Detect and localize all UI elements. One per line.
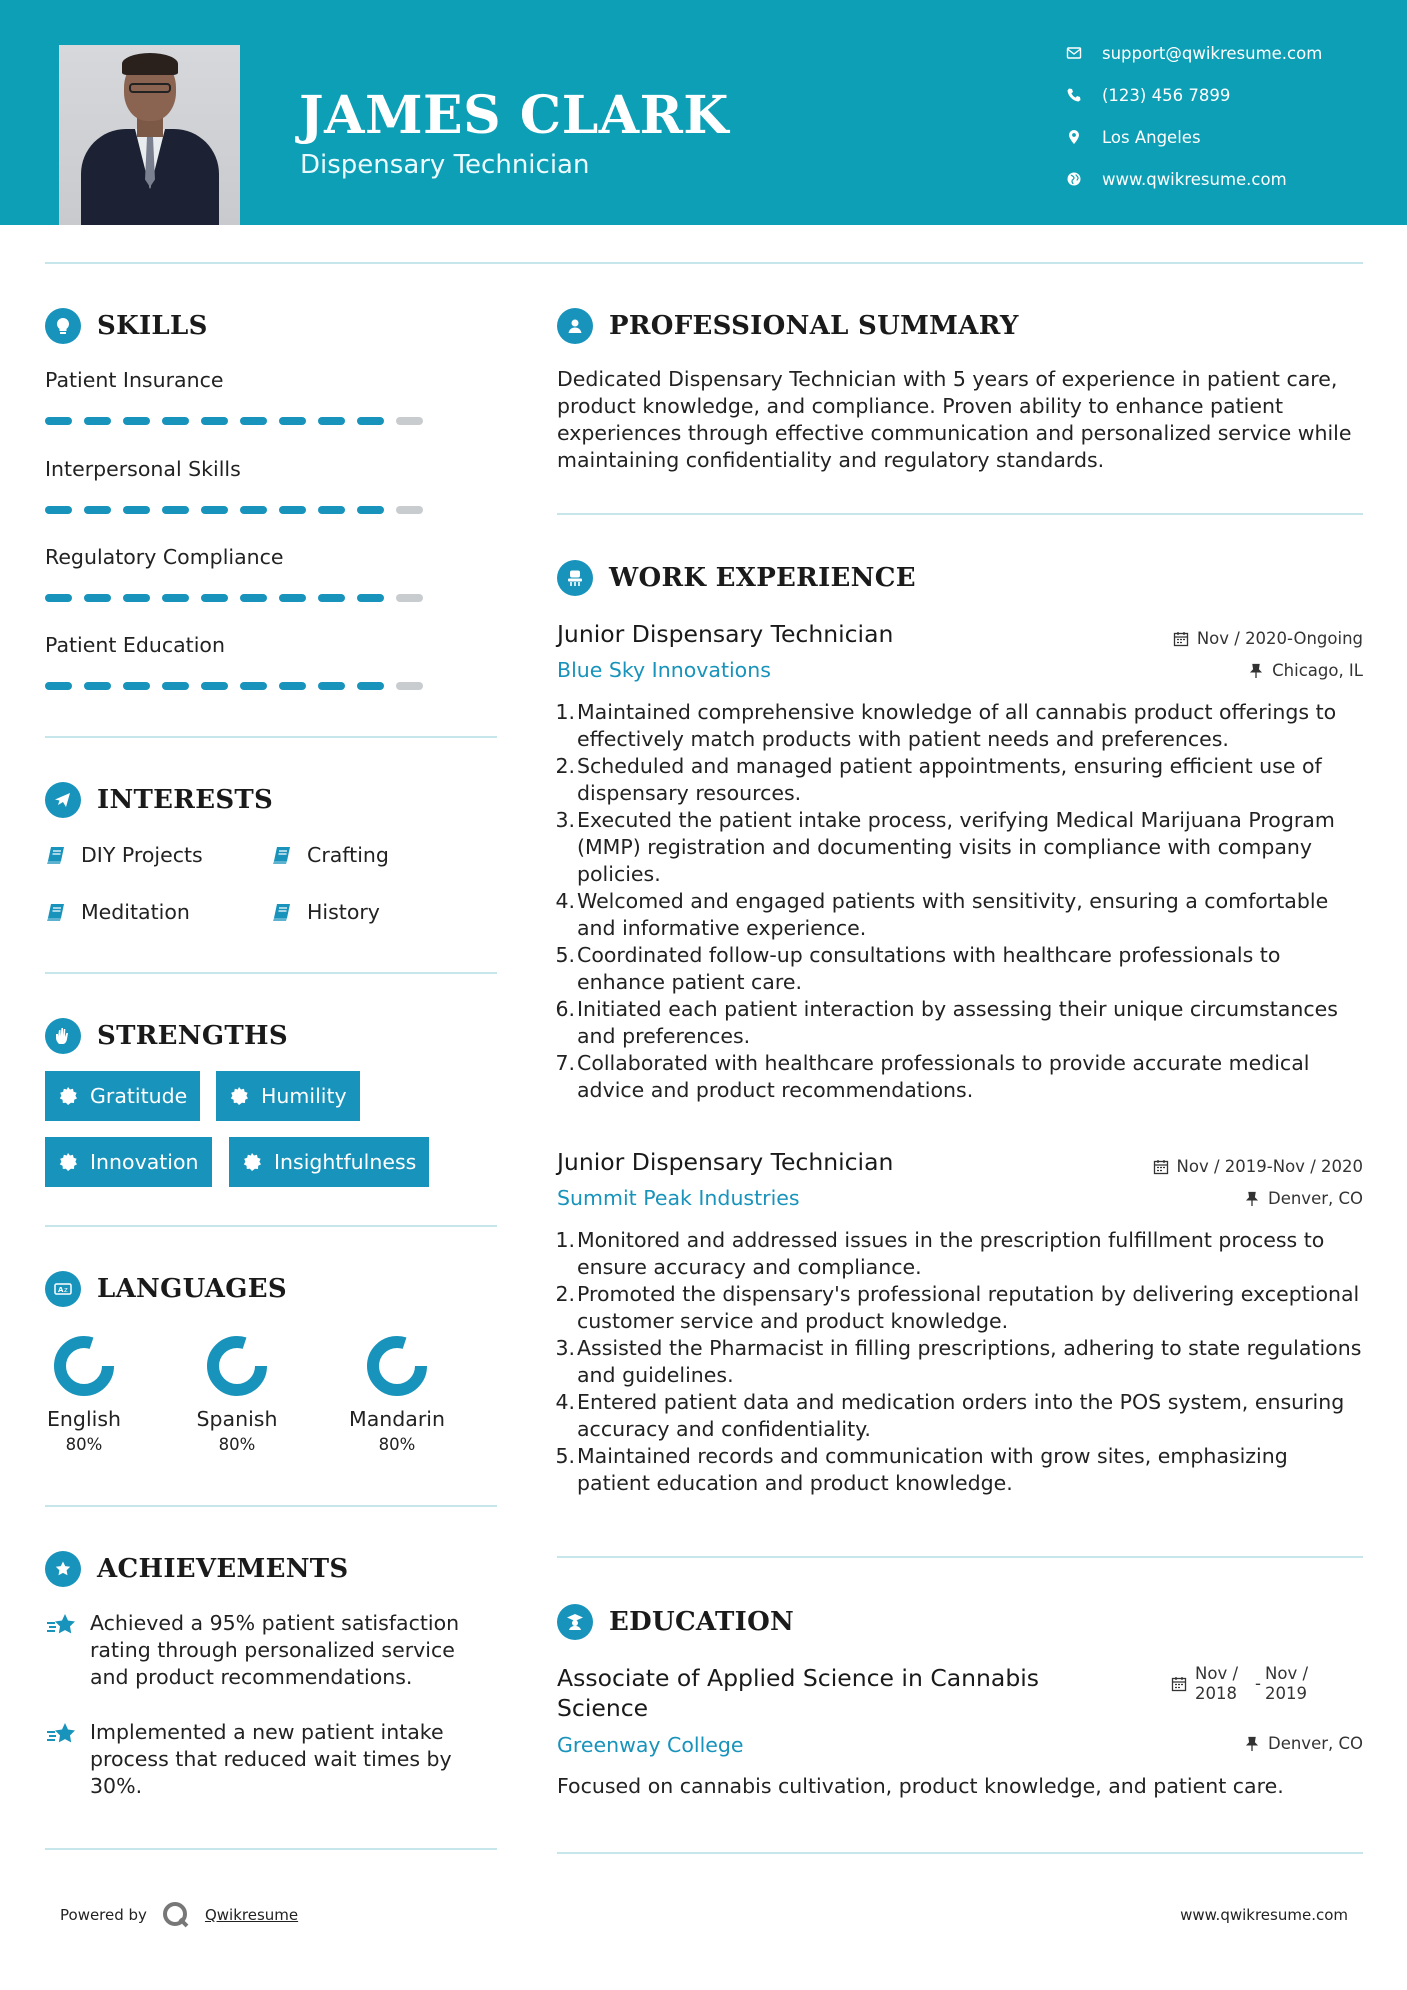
strength-tag: Humility xyxy=(216,1071,360,1121)
pushpin-icon xyxy=(1244,1191,1260,1207)
skill-level-segment xyxy=(162,594,189,602)
skill-level-segment xyxy=(396,682,423,690)
skill-level-bar xyxy=(45,506,423,514)
contact-email[interactable]: support@qwikresume.com xyxy=(1064,41,1384,65)
job-dates: Nov / 2019-Nov / 2020 xyxy=(1153,1157,1363,1176)
skill-level-segment xyxy=(240,506,267,514)
contact-website[interactable]: www.qwikresume.com xyxy=(1064,167,1384,191)
company-name: Blue Sky Innovations xyxy=(557,658,771,682)
section-divider xyxy=(557,1556,1363,1558)
svg-text:z: z xyxy=(64,1286,68,1294)
graduate-icon xyxy=(557,1604,593,1640)
skill-level-segment xyxy=(84,417,111,425)
skill-level-bar xyxy=(45,594,423,602)
header-divider xyxy=(45,262,1363,264)
skill-level-segment xyxy=(201,682,228,690)
language-item: Mandarin 80% xyxy=(332,1335,462,1454)
interest-item: History xyxy=(271,900,380,924)
globe-icon xyxy=(1064,169,1084,189)
pushpin-icon xyxy=(1248,663,1264,679)
list-item: 5. Coordinated follow-up consultations with healthcare professionals to enhance patient care. xyxy=(555,943,1281,994)
skill-level-segment xyxy=(279,417,306,425)
achievements-heading: ACHIEVEMENTS xyxy=(45,1549,349,1589)
interest-item: DIY Projects xyxy=(45,843,203,867)
job-location: Denver, CO xyxy=(1244,1189,1363,1208)
summary-text: Dedicated Dispensary Technician with 5 years of experience in patient care, product knowledge, and compliance. Proven ability to enhance patient experiences through effective communication and personalized service while maintaining confidentiality and regulatory standards. xyxy=(557,367,1352,472)
phone-icon xyxy=(1064,85,1084,105)
strength-tag: Gratitude xyxy=(45,1071,200,1121)
skills-heading: SKILLS xyxy=(45,306,208,346)
star-icon xyxy=(45,1721,79,1749)
skill-level-segment xyxy=(279,682,306,690)
language-level-ring xyxy=(206,1335,268,1397)
list-item: 1. Maintained comprehensive knowledge of all cannabis product offerings to effectively match products with patient needs and preferences. xyxy=(555,700,1337,751)
calendar-icon xyxy=(1153,1159,1169,1175)
paper-plane-icon xyxy=(45,782,81,818)
interest-item: Crafting xyxy=(271,843,389,867)
user-icon xyxy=(557,308,593,344)
education-description: Focused on cannabis cultivation, product knowledge, and patient care. xyxy=(557,1774,1284,1798)
language-level-arc xyxy=(213,1342,261,1390)
language-level-arc xyxy=(373,1342,421,1390)
calendar-icon xyxy=(1173,631,1189,647)
school-name: Greenway College xyxy=(557,1733,744,1757)
skill-level-segment xyxy=(396,417,423,425)
skill-level-segment xyxy=(162,417,189,425)
list-item: 3. Executed the patient intake process, verifying Medical Marijuana Program (MMP) registration and documenting visits in compliance with company policies. xyxy=(555,808,1335,886)
candidate-title: Dispensary Technician xyxy=(300,150,590,180)
resume-header xyxy=(0,0,1407,225)
languages-heading: A z LANGUAGES xyxy=(45,1269,287,1309)
list-item: 4. Entered patient data and medication orders into the POS system, ensuring accuracy and confidentiality. xyxy=(555,1390,1345,1441)
footer-powered-by: Powered by Qwikresume xyxy=(60,1900,298,1930)
skill-level-segment xyxy=(201,417,228,425)
degree-title: Associate of Applied Science in Cannabis Science xyxy=(557,1664,1040,1722)
qwikresume-link[interactable]: Qwikresume xyxy=(204,1906,299,1924)
skill-level-segment xyxy=(123,682,150,690)
experience-heading: WORK EXPERIENCE xyxy=(557,558,916,598)
envelope-icon xyxy=(1064,43,1084,63)
skill-label: Regulatory Compliance xyxy=(45,545,284,569)
skill-level-bar xyxy=(45,682,423,690)
svg-text:A: A xyxy=(58,1286,64,1294)
strengths-heading: STRENGTHS xyxy=(45,1016,288,1056)
lightbulb-icon xyxy=(45,308,81,344)
qwikresume-logo-icon xyxy=(161,1900,191,1930)
skill-level-segment xyxy=(201,594,228,602)
raised-hand-icon xyxy=(45,1018,81,1054)
section-divider xyxy=(45,972,497,974)
job-dates: Nov / 2020-Ongoing xyxy=(1173,629,1363,648)
skill-level-segment xyxy=(84,682,111,690)
section-divider xyxy=(45,1225,497,1227)
list-item: 3. Assisted the Pharmacist in filling prescriptions, adhering to state regulations and guidelines. xyxy=(555,1336,1362,1387)
skill-level-segment xyxy=(357,417,384,425)
skill-level-segment xyxy=(279,594,306,602)
section-divider xyxy=(45,1848,497,1850)
profile-photo xyxy=(59,45,240,225)
language-item: English 80% xyxy=(19,1335,149,1454)
interest-item: Meditation xyxy=(45,900,190,924)
skill-level-segment xyxy=(240,417,267,425)
contact-phone[interactable]: (123) 456 7899 xyxy=(1064,83,1384,107)
skill-level-segment xyxy=(84,506,111,514)
job-bullets xyxy=(553,699,1363,1104)
skill-level-segment xyxy=(201,506,228,514)
pushpin-icon xyxy=(1244,1736,1260,1752)
skill-level-segment xyxy=(357,506,384,514)
list-item: 2. Scheduled and managed patient appointments, ensuring efficient use of dispensary resources. xyxy=(555,754,1322,805)
job-title: Junior Dispensary Technician xyxy=(557,1148,894,1176)
book-icon xyxy=(45,901,67,923)
list-item: 5. Maintained records and communication with grow sites, emphasizing patient education and product knowledge. xyxy=(555,1444,1288,1495)
skill-level-segment xyxy=(162,506,189,514)
section-divider xyxy=(45,1505,497,1507)
book-icon xyxy=(45,844,67,866)
achievement-item: Achieved a 95% patient satisfaction rating through personalized service and product recommendations. xyxy=(45,1610,475,1691)
skill-level-bar xyxy=(45,417,423,425)
section-divider xyxy=(557,1852,1363,1854)
skill-level-segment xyxy=(318,506,345,514)
skill-level-segment xyxy=(240,682,267,690)
star-badge-icon xyxy=(45,1551,81,1587)
job-title: Junior Dispensary Technician xyxy=(557,620,894,648)
badge-icon xyxy=(58,1086,78,1106)
strength-tag: Innovation xyxy=(45,1137,212,1187)
skill-level-segment xyxy=(240,594,267,602)
list-item: 6. Initiated each patient interaction by assessing their unique circumstances and preferences. xyxy=(555,997,1338,1048)
education-heading: EDUCATION xyxy=(557,1602,794,1642)
candidate-name: JAMES CLARK xyxy=(299,85,730,146)
skill-level-segment xyxy=(45,594,72,602)
skill-level-segment xyxy=(357,594,384,602)
calendar-icon xyxy=(1171,1676,1187,1692)
education-location: Denver, CO xyxy=(1244,1734,1363,1753)
translate-icon xyxy=(45,1271,81,1307)
skill-level-segment xyxy=(396,594,423,602)
skill-level-segment xyxy=(84,594,111,602)
list-item: 7. Collaborated with healthcare professionals to provide accurate medical advice and product recommendations. xyxy=(555,1051,1310,1102)
skill-level-segment xyxy=(45,682,72,690)
skill-level-segment xyxy=(123,594,150,602)
summary-heading: PROFESSIONAL SUMMARY xyxy=(557,306,1019,346)
contact-location: Los Angeles xyxy=(1064,125,1384,149)
list-item: 4. Welcomed and engaged patients with sensitivity, ensuring a comfortable and informative experience. xyxy=(555,889,1329,940)
badge-icon xyxy=(242,1152,262,1172)
language-item: Spanish 80% xyxy=(172,1335,302,1454)
interests-heading: INTERESTS xyxy=(45,780,273,820)
skill-level-segment xyxy=(162,682,189,690)
language-level-ring xyxy=(366,1335,428,1397)
list-item: 1. Monitored and addressed issues in the prescription fulfillment process to ensure accuracy and compliance. xyxy=(555,1228,1325,1279)
skill-label: Patient Education xyxy=(45,633,225,657)
badge-icon xyxy=(58,1152,78,1172)
job-location: Chicago, IL xyxy=(1248,661,1363,680)
section-divider xyxy=(45,736,497,738)
skill-level-segment xyxy=(318,417,345,425)
location-pin-icon xyxy=(1064,127,1084,147)
section-divider xyxy=(557,513,1363,515)
education-dates: Nov / 2018 - Nov / 2019 xyxy=(1171,1664,1321,1704)
skill-level-segment xyxy=(45,417,72,425)
achievement-item: Implemented a new patient intake process that reduced wait times by 30%. xyxy=(45,1719,475,1800)
language-level-arc xyxy=(60,1342,108,1390)
skill-level-segment xyxy=(318,594,345,602)
skill-label: Interpersonal Skills xyxy=(45,457,241,481)
job-bullets xyxy=(553,1227,1363,1497)
footer-url[interactable]: www.qwikresume.com xyxy=(1180,1906,1348,1924)
skill-level-segment xyxy=(318,682,345,690)
skill-level-segment xyxy=(45,506,72,514)
badge-icon xyxy=(229,1086,249,1106)
chair-icon xyxy=(557,560,593,596)
skill-level-segment xyxy=(123,506,150,514)
strength-tag: Insightfulness xyxy=(229,1137,429,1187)
book-icon xyxy=(271,901,293,923)
skill-level-segment xyxy=(123,417,150,425)
company-name: Summit Peak Industries xyxy=(557,1186,800,1210)
star-icon xyxy=(45,1612,79,1640)
skill-level-segment xyxy=(357,682,384,690)
book-icon xyxy=(271,844,293,866)
skill-label: Patient Insurance xyxy=(45,368,224,392)
list-item: 2. Promoted the dispensary's professional reputation by delivering exceptional customer service and product knowledge. xyxy=(555,1282,1360,1333)
language-level-ring xyxy=(53,1335,115,1397)
skill-level-segment xyxy=(279,506,306,514)
skill-level-segment xyxy=(396,506,423,514)
